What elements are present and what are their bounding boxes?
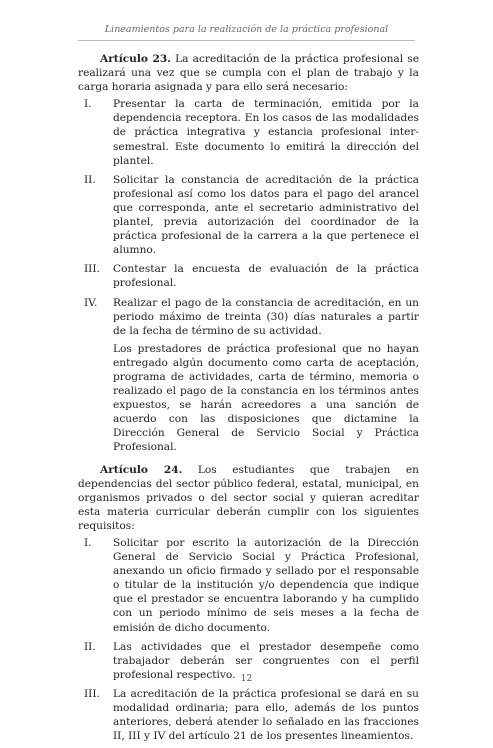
list-item-text: Contestar la encuesta de evaluación de la práctica profesional.	[113, 263, 419, 290]
list-item-number: II.	[84, 640, 96, 653]
list-item	[78, 296, 419, 338]
article-24-intro-text: Los estudiantes que trabajen en dependencias del sector público federal, estatal, municipal, en organismos privados o del sector social y quieran acreditar esta materia curricular deberán cumplir con los siguientes requisitos:	[78, 463, 419, 532]
list-item	[78, 173, 419, 258]
running-header: Lineamientos para la realización de la práctica profesional	[104, 24, 389, 35]
list-item-text: Solicitar por escrito la autorización de la Dirección General de Servicio Social y Práctica Profesional, anexando un oficio firmado y sellado por el responsable o titular de la institución y/o dependencia que indique que el prestador se encuentra laborando y ha cumplido con un periodo mínimo de seis meses a la fecha de emisión de dicho documento.	[113, 537, 419, 634]
list-item-number: II.	[84, 173, 96, 186]
article-24-intro	[78, 463, 419, 533]
list-item-text: Presentar la carta de terminación, emitida por la dependencia receptora. En los casos de las modalidades de práctica integrativa y estancia profesional inter-semestral. Este documento lo emitirá la dirección del plantel.	[113, 98, 419, 167]
list-item	[78, 687, 419, 743]
article-23-intro	[78, 52, 419, 94]
article-23-intro-text: La acreditación de la práctica profesional se realizará una vez que se cumpla con el plan de trabajo y la carga horaria asignada y para ello será necesario:	[78, 53, 419, 94]
article-24-label: Artículo 24.	[100, 463, 183, 476]
document-body	[78, 52, 419, 748]
header-divider	[78, 40, 415, 41]
article-23-label: Artículo 23.	[100, 53, 171, 65]
list-item-text: La acreditación de la práctica profesional se dará en su modalidad ordinaria; para ello, además de los puntos anteriores, deberá atender lo señalado en las fracciones II, III y IV del artículo 21 de los presentes lineamientos.	[113, 687, 419, 743]
list-item-number: I.	[84, 537, 92, 549]
list-item-text: Las actividades que el prestador desempeñe como trabajador deberán ser congruentes con el perfil profesional respectivo.	[113, 640, 419, 681]
list-item	[78, 97, 419, 167]
page-number: 12	[240, 674, 253, 684]
list-item	[78, 262, 419, 290]
list-item-text: Solicitar la constancia de acreditación de la práctica profesional así como los datos para el pago del arancel que corresponda, ante el secretario administrativo del plantel, previa autorización del coordinador de la práctica profesional de la carrera a la que pertenece el alumno.	[113, 173, 419, 257]
list-item-text: Realizar el pago de la constancia de acreditación, en un periodo máximo de treinta (30) días naturales a partir de la fecha de término de su actividad.	[113, 296, 419, 337]
list-item-number: III.	[84, 263, 100, 276]
list-item-number: I.	[84, 98, 92, 111]
list-item	[78, 536, 419, 635]
article-23-note: Los prestadores de práctica profesional que no hayan entregado algún documento como carta de aceptación, programa de actividades, carta de término, memoria o realizado el pago de la constancia en los términos antes expuestos, se harán acreedores a una sanción de acuerdo con las disposiciones que dictamine la Dirección General de Servicio Social y Práctica Profesional.	[113, 342, 419, 454]
list-item-number: IV.	[84, 296, 98, 309]
list-item-number: III.	[84, 687, 100, 700]
